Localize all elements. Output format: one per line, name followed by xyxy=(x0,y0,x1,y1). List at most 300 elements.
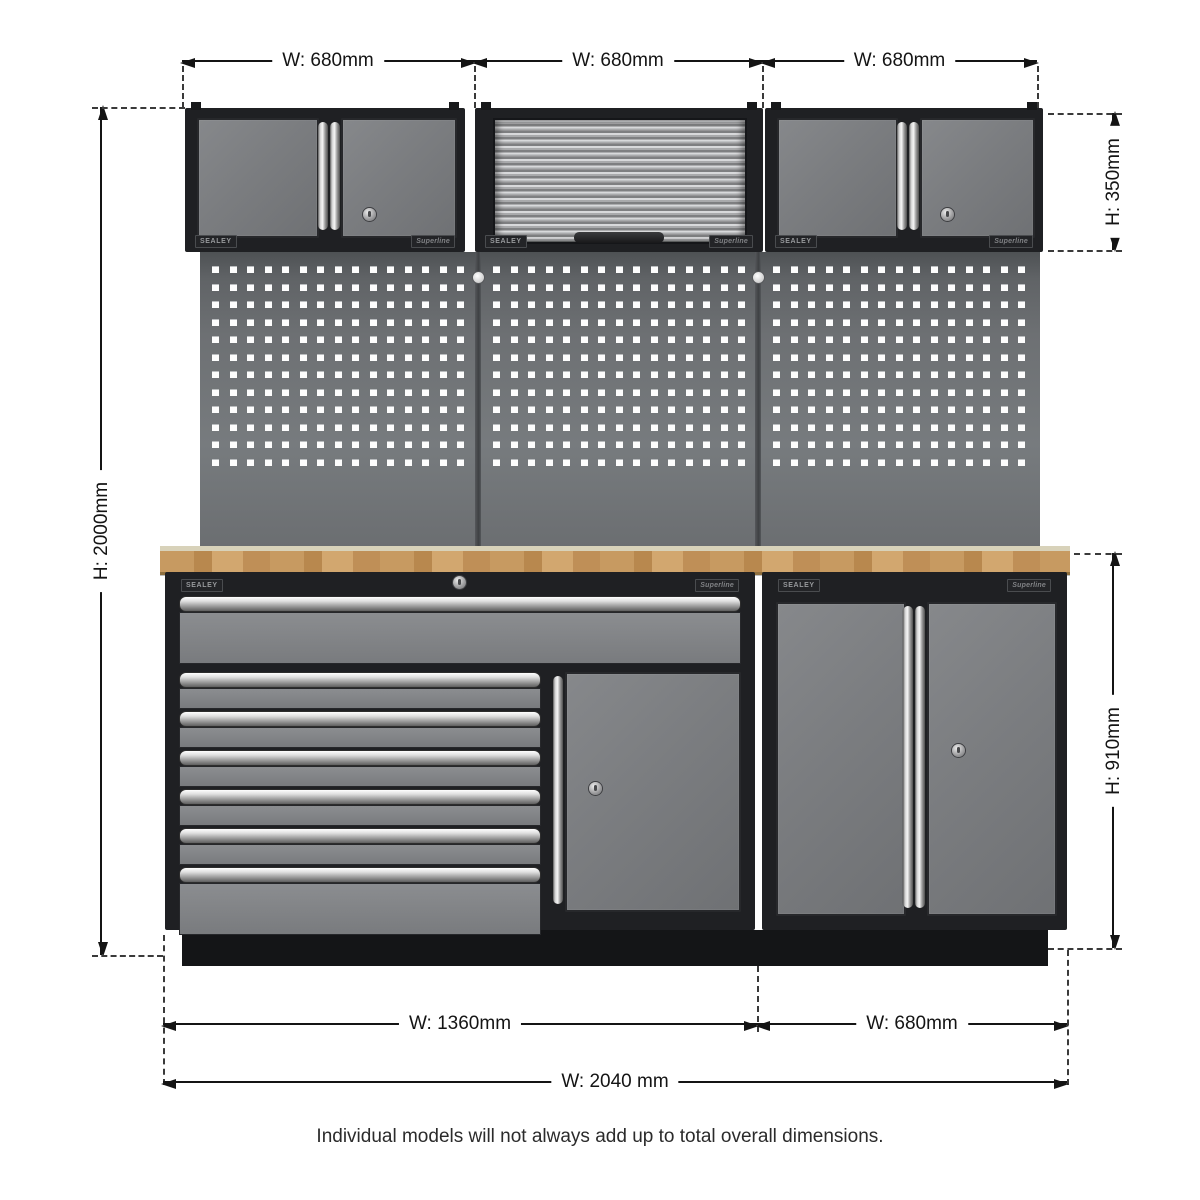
pegboard-hole xyxy=(878,371,885,378)
pegboard-hole xyxy=(1001,336,1008,343)
pegboard-hole xyxy=(546,459,553,466)
pegboard-hole xyxy=(387,371,394,378)
pegboard-hole xyxy=(651,441,658,448)
pegboard-hole xyxy=(1018,389,1025,396)
pegboard-hole xyxy=(300,371,307,378)
pegboard-hole xyxy=(265,319,272,326)
pegboard-hole xyxy=(826,354,833,361)
pegboard-hole xyxy=(738,424,745,431)
pegboard-hole xyxy=(282,459,289,466)
pegboard-hole xyxy=(721,459,728,466)
extension-line xyxy=(1048,948,1122,950)
wall-cabinet-right xyxy=(765,108,1043,252)
pegboard-hole xyxy=(387,266,394,273)
pegboard-hole xyxy=(387,336,394,343)
pegboard-hole xyxy=(1001,371,1008,378)
pegboard-hole xyxy=(861,406,868,413)
pegboard-hole xyxy=(668,354,675,361)
pegboard-hole xyxy=(581,389,588,396)
pegboard-hole xyxy=(317,441,324,448)
pegboard-hole xyxy=(581,354,588,361)
pegboard-hole xyxy=(633,371,640,378)
pegboard-hole xyxy=(633,319,640,326)
pegboard-hole xyxy=(861,319,868,326)
pegboard-hole xyxy=(387,459,394,466)
pegboard-hole xyxy=(633,406,640,413)
pegboard-hole xyxy=(247,336,254,343)
plinth xyxy=(182,930,1048,966)
pegboard-hole xyxy=(686,441,693,448)
dimension-label-top-width-1: W: 680mm xyxy=(272,49,384,73)
pegboard-hole xyxy=(230,319,237,326)
pegboard-hole xyxy=(370,424,377,431)
pegboard-hole xyxy=(983,266,990,273)
pegboard-hole xyxy=(370,389,377,396)
pegboard-hole xyxy=(528,319,535,326)
dimension-line-top-width-3 xyxy=(762,49,1037,71)
pegboard-hole xyxy=(931,406,938,413)
pegboard-hole xyxy=(352,319,359,326)
dimension-label-top-width-2: W: 680mm xyxy=(562,49,674,73)
pegboard-hole xyxy=(212,266,219,273)
pegboard-hole xyxy=(300,441,307,448)
superline-badge: Superline xyxy=(695,579,739,592)
pegboard-hole xyxy=(808,389,815,396)
pegboard-hole xyxy=(686,459,693,466)
pegboard-hole xyxy=(791,441,798,448)
pegboard-hole xyxy=(405,284,412,291)
pegboard-hole xyxy=(721,319,728,326)
pegboard-hole xyxy=(966,371,973,378)
pegboard-hole xyxy=(387,284,394,291)
pegboard-hole xyxy=(317,371,324,378)
wall-cabinet-roller-shutter xyxy=(475,108,763,252)
pegboard-hole xyxy=(598,389,605,396)
pegboard-hole xyxy=(440,441,447,448)
pegboard-hole xyxy=(686,301,693,308)
pegboard-hole xyxy=(317,406,324,413)
pegboard-hole xyxy=(493,424,500,431)
pegboard-hole xyxy=(808,284,815,291)
pegboard-hole xyxy=(1018,371,1025,378)
pegboard-hole xyxy=(528,301,535,308)
pegboard-hole xyxy=(843,284,850,291)
pegboard-hole xyxy=(966,459,973,466)
pegboard-hole xyxy=(563,301,570,308)
pegboard-hole xyxy=(808,406,815,413)
pegboard-hole xyxy=(282,301,289,308)
pegboard-hole xyxy=(721,266,728,273)
pegboard-hole xyxy=(598,336,605,343)
pegboard-hole xyxy=(633,336,640,343)
superline-badge: Superline xyxy=(411,235,455,248)
pegboard-hole xyxy=(843,441,850,448)
pegboard-hole xyxy=(457,424,464,431)
drawer-stack xyxy=(179,672,541,912)
pegboard-hole xyxy=(493,389,500,396)
pegboard-hole xyxy=(212,424,219,431)
shutter-handle xyxy=(574,232,664,243)
pegboard-hole xyxy=(826,319,833,326)
pegboard-hole xyxy=(948,424,955,431)
pegboard-hole xyxy=(668,284,675,291)
pegboard-hole xyxy=(983,301,990,308)
pegboard-hole xyxy=(370,459,377,466)
lock-icon xyxy=(453,576,466,589)
pegboard-hole xyxy=(861,371,868,378)
pegboard-hole xyxy=(300,424,307,431)
pegboard-hole xyxy=(247,354,254,361)
pegboard-hole xyxy=(370,266,377,273)
pegboard-hole xyxy=(843,371,850,378)
pegboard-hole xyxy=(651,389,658,396)
pegboard-hole xyxy=(457,336,464,343)
door-handle xyxy=(915,606,925,908)
pegboard-hole xyxy=(335,301,342,308)
pegboard-hole xyxy=(878,459,885,466)
pegboard-hole xyxy=(721,389,728,396)
pegboard-hole xyxy=(335,319,342,326)
pegboard-hole xyxy=(931,354,938,361)
pegboard-hole xyxy=(546,389,553,396)
pegboard-hole xyxy=(931,389,938,396)
pegboard-hole xyxy=(1001,459,1008,466)
pegboard-hole xyxy=(616,284,623,291)
pegboard-hole xyxy=(843,424,850,431)
pegboard-hole xyxy=(300,284,307,291)
pegboard-hole xyxy=(598,284,605,291)
dimension-label-wall-cabinet-height: H: 350mm xyxy=(1101,126,1127,238)
pegboard-hole xyxy=(511,441,518,448)
pegboard-hole xyxy=(1001,441,1008,448)
pegboard-hole xyxy=(1001,354,1008,361)
pegboard-hole xyxy=(738,301,745,308)
pegboard-hole xyxy=(913,406,920,413)
pegboard-hole xyxy=(896,354,903,361)
pegboard-hole xyxy=(440,336,447,343)
pegboard-hole xyxy=(563,424,570,431)
pegboard-hole xyxy=(300,336,307,343)
pegboard-hole xyxy=(966,336,973,343)
drawer-handle xyxy=(179,789,541,805)
pegboard-hole xyxy=(300,406,307,413)
pegboard-hole xyxy=(247,266,254,273)
pegboard-hole xyxy=(703,301,710,308)
pegboard-hole xyxy=(686,389,693,396)
arrow-left-icon xyxy=(755,1021,770,1031)
pegboard-hole xyxy=(773,301,780,308)
pegboard-hole xyxy=(511,301,518,308)
pegboard-hole xyxy=(773,459,780,466)
arrow-right-icon xyxy=(1054,1079,1069,1089)
pegboard-hole xyxy=(861,389,868,396)
pegboard-hole xyxy=(230,441,237,448)
door-handle xyxy=(330,122,340,230)
pegboard-hole xyxy=(352,441,359,448)
pegboard-hole xyxy=(983,406,990,413)
pegboard-hole xyxy=(230,336,237,343)
pegboard-hole xyxy=(598,459,605,466)
pegboard-hole xyxy=(686,371,693,378)
pegboard-hole xyxy=(528,424,535,431)
pegboard-hole xyxy=(265,459,272,466)
pegboard-hole xyxy=(387,319,394,326)
dimension-line-wall-cabinet-height xyxy=(1103,113,1124,250)
pegboard-hole xyxy=(511,266,518,273)
pegboard-hole xyxy=(546,371,553,378)
pegboard-hole xyxy=(282,389,289,396)
pegboard-hole xyxy=(511,459,518,466)
pegboard-hole xyxy=(581,441,588,448)
pegboard-hole xyxy=(826,389,833,396)
pegboard-hole xyxy=(966,284,973,291)
pegboard-hole xyxy=(703,354,710,361)
pegboard-hole xyxy=(563,284,570,291)
pegboard-hole xyxy=(808,424,815,431)
wall-cabinet-left xyxy=(185,108,465,252)
superline-badge: Superline xyxy=(989,235,1033,248)
pegboard-hole xyxy=(948,284,955,291)
pegboard-hole xyxy=(703,459,710,466)
pegboard-hole xyxy=(773,284,780,291)
pegboard-hole xyxy=(247,441,254,448)
pegboard-hole xyxy=(948,319,955,326)
pegboard-hole xyxy=(1018,441,1025,448)
pegboard-hole xyxy=(913,336,920,343)
pegboard-hole xyxy=(212,319,219,326)
pegboard-hole xyxy=(668,441,675,448)
pegboard-hole xyxy=(212,406,219,413)
pegboard-hole xyxy=(598,319,605,326)
dimension-line-overall-height xyxy=(91,107,112,955)
pegboard-hole xyxy=(633,389,640,396)
pegboard-hole xyxy=(335,354,342,361)
pegboard-hole xyxy=(738,336,745,343)
pegboard-hole xyxy=(598,354,605,361)
pegboard-hole xyxy=(791,406,798,413)
pegboard-hole xyxy=(511,354,518,361)
pegboard-hole xyxy=(546,406,553,413)
pegboard-hole xyxy=(668,459,675,466)
panel-fixing-knob xyxy=(473,272,484,283)
pegboard-hole xyxy=(668,301,675,308)
pegboard-hole xyxy=(581,336,588,343)
extension-line xyxy=(92,107,185,109)
pegboard-hole xyxy=(738,266,745,273)
pegboard-hole xyxy=(616,389,623,396)
pegboard-hole xyxy=(300,354,307,361)
pegboard-hole xyxy=(493,336,500,343)
pegboard-hole xyxy=(703,371,710,378)
pegboard-hole xyxy=(405,389,412,396)
pegboard-hole xyxy=(966,389,973,396)
door-handle xyxy=(553,676,563,904)
pegboard-hole xyxy=(826,371,833,378)
pegboard-hole xyxy=(457,354,464,361)
pegboard-hole xyxy=(651,459,658,466)
pegboard-hole xyxy=(861,424,868,431)
pegboard-hole xyxy=(773,319,780,326)
pegboard-hole xyxy=(948,266,955,273)
pegboard-holes xyxy=(212,266,465,478)
drawer-face xyxy=(179,727,541,748)
pegboard-hole xyxy=(422,441,429,448)
pegboard-hole xyxy=(493,371,500,378)
pegboard-hole xyxy=(913,354,920,361)
pegboard-hole xyxy=(422,389,429,396)
pegboard-hole xyxy=(300,319,307,326)
pegboard-hole xyxy=(791,301,798,308)
pegboard-hole xyxy=(616,301,623,308)
pegboard-hole xyxy=(422,371,429,378)
cabinet-door xyxy=(920,118,1035,238)
pegboard-hole xyxy=(546,319,553,326)
drawer-face xyxy=(179,883,541,935)
pegboard-hole xyxy=(808,354,815,361)
pegboard-hole xyxy=(247,424,254,431)
pegboard-hole xyxy=(405,354,412,361)
pegboard-hole xyxy=(457,301,464,308)
extension-line xyxy=(182,66,184,108)
pegboard-hole xyxy=(317,389,324,396)
pegboard-hole xyxy=(457,406,464,413)
pegboard-hole xyxy=(528,389,535,396)
pegboard-hole xyxy=(300,459,307,466)
drawer-handle xyxy=(179,672,541,688)
sealey-badge: SEALEY xyxy=(195,235,237,248)
pegboard-hole xyxy=(878,266,885,273)
base-two-door-cabinet xyxy=(762,572,1067,930)
pegboard-hole xyxy=(948,459,955,466)
arrow-left-icon xyxy=(161,1079,176,1089)
pegboard-hole xyxy=(440,459,447,466)
pegboard-hole xyxy=(317,336,324,343)
pegboard-hole xyxy=(282,441,289,448)
pegboard-hole xyxy=(387,301,394,308)
pegboard-hole xyxy=(230,389,237,396)
pegboard-hole xyxy=(370,371,377,378)
dimension-line-base-width-1 xyxy=(163,1012,757,1034)
drawer-face xyxy=(179,688,541,709)
pegboard-hole xyxy=(247,371,254,378)
pegboard-hole xyxy=(878,424,885,431)
pegboard-hole xyxy=(528,371,535,378)
pegboard-hole xyxy=(703,336,710,343)
drawer-handle xyxy=(179,867,541,883)
pegboard-hole xyxy=(422,284,429,291)
pegboard-hole xyxy=(422,319,429,326)
pegboard-hole xyxy=(843,459,850,466)
pegboard-hole xyxy=(826,336,833,343)
pegboard-hole xyxy=(983,284,990,291)
pegboard-hole xyxy=(440,266,447,273)
pegboard-hole xyxy=(896,266,903,273)
pegboard-hole xyxy=(826,424,833,431)
superline-badge: Superline xyxy=(1007,579,1051,592)
pegboard-hole xyxy=(633,459,640,466)
pegboard-hole xyxy=(265,266,272,273)
pegboard-hole xyxy=(773,406,780,413)
pegboard-hole xyxy=(773,354,780,361)
pegboard-hole xyxy=(563,371,570,378)
pegboard-hole xyxy=(598,441,605,448)
pegboard-hole xyxy=(791,389,798,396)
roller-shutter-door xyxy=(493,118,747,244)
pegboard-hole xyxy=(265,441,272,448)
pegboard-hole xyxy=(843,301,850,308)
pegboard-hole xyxy=(335,424,342,431)
mounting-tab xyxy=(481,102,491,110)
pegboard-hole xyxy=(931,336,938,343)
pegboard-hole xyxy=(651,266,658,273)
pegboard-hole xyxy=(370,406,377,413)
pegboard-hole xyxy=(493,354,500,361)
pegboard-hole xyxy=(861,441,868,448)
sealey-badge: SEALEY xyxy=(485,235,527,248)
dimension-line-top-width-1 xyxy=(182,49,474,71)
pegboard-hole xyxy=(335,284,342,291)
pegboard-hole xyxy=(966,354,973,361)
pegboard-hole xyxy=(317,424,324,431)
cabinet-door xyxy=(927,602,1057,916)
mounting-tab xyxy=(449,102,459,110)
pegboard-hole xyxy=(493,319,500,326)
pegboard-hole xyxy=(335,336,342,343)
cabinet-door xyxy=(777,118,898,238)
pegboard-hole xyxy=(387,354,394,361)
pegboard-hole xyxy=(791,371,798,378)
pegboard-hole xyxy=(1001,319,1008,326)
pegboard-hole xyxy=(703,424,710,431)
pegboard-hole xyxy=(265,424,272,431)
pegboard-hole xyxy=(703,284,710,291)
pegboard-hole xyxy=(913,459,920,466)
pegboard-hole xyxy=(878,406,885,413)
pegboard-hole xyxy=(546,301,553,308)
wide-top-drawer xyxy=(179,596,741,664)
pegboard-hole xyxy=(581,371,588,378)
cabinet-door xyxy=(197,118,319,238)
pegboard-hole xyxy=(773,266,780,273)
pegboard-hole xyxy=(826,459,833,466)
pegboard-hole xyxy=(616,406,623,413)
pegboard-hole xyxy=(212,284,219,291)
drawer xyxy=(179,711,541,748)
pegboard-hole xyxy=(931,266,938,273)
pegboard-hole xyxy=(440,389,447,396)
pegboard-hole xyxy=(861,459,868,466)
pegboard-hole xyxy=(546,424,553,431)
pegboard-hole xyxy=(563,354,570,361)
drawer xyxy=(179,789,541,826)
pegboard-hole xyxy=(896,441,903,448)
drawer xyxy=(179,672,541,709)
door-handle xyxy=(909,122,919,230)
pegboard-hole xyxy=(896,319,903,326)
pegboard-hole xyxy=(931,441,938,448)
pegboard-hole xyxy=(616,459,623,466)
pegboard-hole xyxy=(1018,284,1025,291)
pegboard-hole xyxy=(1001,301,1008,308)
pegboard-hole xyxy=(913,266,920,273)
pegboard-hole xyxy=(913,284,920,291)
pegboard-hole xyxy=(651,336,658,343)
pegboard-hole xyxy=(738,406,745,413)
pegboard-hole xyxy=(230,424,237,431)
pegboard-hole xyxy=(598,424,605,431)
pegboard-hole xyxy=(983,371,990,378)
pegboard-hole xyxy=(896,406,903,413)
